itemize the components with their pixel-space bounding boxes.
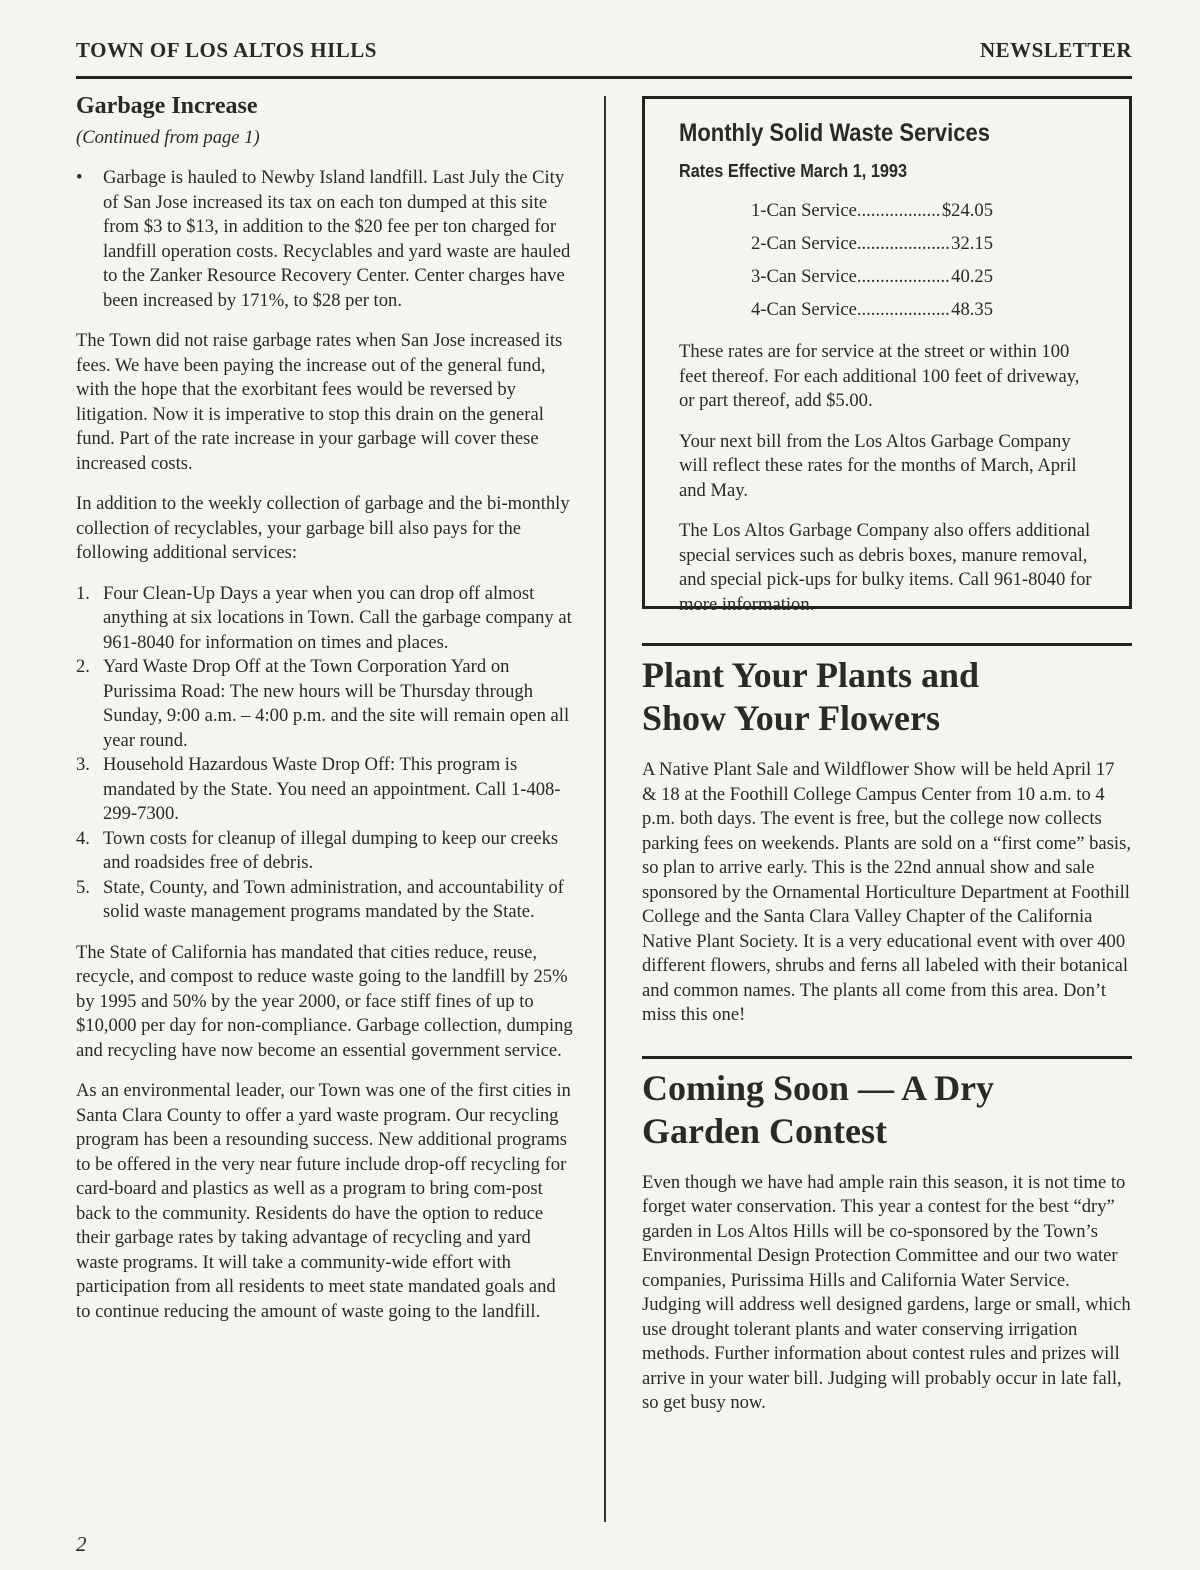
- list-item: [76, 876, 574, 925]
- rates-box-subtitle: Rates Effective March 1, 1993: [679, 160, 908, 181]
- rate-value: $24.05: [941, 200, 993, 221]
- item-text: State, County, and Town administration, and accountability of solid waste management programs mandated by the State.: [103, 876, 564, 922]
- rate-value: 32.15: [951, 233, 993, 254]
- rate-label: 2-Can Service: [751, 233, 857, 254]
- plants-title-line1: Plant Your Plants and: [642, 655, 980, 695]
- dry-garden-title-line1: Coming Soon — A Dry: [642, 1067, 995, 1108]
- rate-list: [679, 194, 1095, 326]
- rates-box-title: Monthly Solid Waste Services: [679, 119, 990, 147]
- continued-note: (Continued from page 1): [76, 127, 260, 148]
- header-town-name: TOWN OF LOS ALTOS HILLS: [76, 38, 377, 62]
- plants-body: A Native Plant Sale and Wildflower Show will be held April 17 & 18 at the Foothill College Campus Center from 10 a.m. to 4 p.m. both days. The event is free, but the college now collects parking fees on weekends. Plants are sold on a “first come” basis, so plan to arrive early. This is the 22nd annual show and sale sponsored by the Ornamental Horticulture Department at Foothill College and the Santa Clara Valley Chapter of the California Native Plant Society. It is a very educational event with over 400 different flowers, shrubs and ferns all labeled with their botanical and common names. The plants all come from this area. Don’t miss this one!: [642, 759, 1131, 1025]
- left-column: [76, 90, 574, 1340]
- rate-label: 1-Can Service: [751, 200, 857, 221]
- item-number: 5.: [76, 876, 90, 898]
- item-number: 2.: [76, 656, 90, 677]
- item-text: Yard Waste Drop Off at the Town Corporation Yard on Purissima Road: The new hours will be Thursday through Sunday, 9:00 a.m. – 4:00 p.m. and the site will remain open all year round.: [103, 656, 570, 751]
- dot-leader: [857, 227, 951, 260]
- garbage-increase-title: Garbage Increase: [76, 93, 258, 119]
- paragraph: As an environmental leader, our Town was one of the first cities in Santa Clara County to offer a yard waste program. Our recycling program has been a resounding success. New additional programs to be offered in the very near future include drop-off recycling for card-board and plastics as well as a program to bring com-post back to the community. Residents do have the option to reduce their garbage rates by taking advantage of recycling and yard waste programs. It will take a community-wide effort with participation from all residents to meet state mandated goals and to continue reducing the amount of waste going to the landfill.: [76, 1080, 571, 1322]
- dot-leader: [857, 293, 951, 326]
- section-rule: [642, 1056, 1132, 1059]
- paragraph: These rates are for service at the street or within 100 feet thereof. For each additional 100 feet of driveway, or part thereof, add $5.00.: [679, 341, 1080, 411]
- list-item: [76, 655, 574, 753]
- section-rule: [642, 643, 1132, 646]
- rate-row: [751, 260, 993, 293]
- rate-value: 40.25: [951, 266, 993, 287]
- dry-garden-body: Even though we have had ample rain this season, it is not time to forget water conservation. This year a contest for the best “dry” garden in Los Altos Hills will be co-sponsored by the Town’s Environmental Design Protection Committee and our two water companies, Purissima Hills and California Water Service. Judging will address well designed gardens, large or small, which use drought tolerant plants and water conserving irrigation methods. Further information about contest rules and prizes will arrive in your water bill. Judging will probably occur in late fall, so get busy now.: [642, 1171, 1131, 1413]
- rate-label: 3-Can Service: [751, 266, 857, 287]
- plants-title: [642, 654, 1132, 740]
- rates-box: [642, 96, 1132, 615]
- paragraph: Your next bill from the Los Altos Garbage Company will reflect these rates for the months of March, April and May.: [679, 430, 1077, 501]
- rate-row: [751, 293, 993, 326]
- page-header: [76, 36, 1132, 79]
- item-number: 4.: [76, 827, 90, 849]
- rate-value: 48.35: [951, 299, 993, 320]
- paragraph: In addition to the weekly collection of garbage and the bi-monthly collection of recyclables, your garbage bill also pays for the following additional services:: [76, 493, 570, 563]
- item-number: 3.: [76, 754, 90, 775]
- rate-row: [751, 227, 993, 260]
- rate-label: 4-Can Service: [751, 299, 857, 320]
- right-column: [642, 96, 1132, 1416]
- paragraph: The Town did not raise garbage rates when San Jose increased its fees. We have been paying the increase out of the general fund, with the hope that the exorbitant fees would be reversed by litigation. Now it is imperative to stop this drain on the general fund. Part of the rate increase in your garbage will cover these increased costs.: [76, 330, 563, 474]
- item-text: Town costs for cleanup of illegal dumping to keep our creeks and roadsides free of debris.: [103, 827, 559, 873]
- header-newsletter: NEWSLETTER: [979, 38, 1132, 62]
- rate-row: [751, 194, 993, 227]
- services-list: [76, 582, 574, 925]
- page-number: 2: [76, 1532, 87, 1556]
- dry-garden-title-line2: Garden Contest: [642, 1110, 887, 1151]
- list-item: [76, 582, 574, 656]
- column-divider: [604, 96, 606, 1522]
- dot-leader: [857, 194, 942, 227]
- list-item: [76, 827, 574, 876]
- item-text: Four Clean-Up Days a year when you can drop off almost anything at six locations in Town. Call the garbage company at 961-8040 for information on times and places.: [103, 582, 572, 653]
- item-number: 1.: [76, 582, 90, 604]
- dry-garden-title: [642, 1067, 1132, 1153]
- list-item: [76, 166, 574, 313]
- paragraph: The State of California has mandated that cities reduce, reuse, recycle, and compost to reduce waste going to the landfill by 25% by 1995 and 50% by the year 2000, or face stiff fines of up to $10,000 per day for non-compliance. Garbage collection, dumping and recycling have now become an essential government service.: [76, 941, 573, 1061]
- list-item: [76, 753, 574, 827]
- plants-title-line2: Show Your Flowers: [642, 698, 941, 738]
- item-text: Household Hazardous Waste Drop Off: This program is mandated by the State. You need an appointment. Call 1-408-299-7300.: [103, 754, 561, 824]
- bullet-text: Garbage is hauled to Newby Island landfill. Last July the City of San Jose increased its tax on each ton dumped at this site from $3 to $13, in addition to the $20 fee per ton charged for landfill operation costs. Recyclables and yard waste are hauled to the Zanker Resource Recovery Center. Center charges have been increased by 171%, to $28 per ton.: [103, 167, 571, 311]
- dot-leader: [857, 260, 951, 293]
- bullet-icon: •: [76, 167, 83, 188]
- bullet-list: [76, 166, 574, 313]
- paragraph: The Los Altos Garbage Company also offers additional special services such as debris boxes, manure removal, and special pick-ups for bulky items. Call 961-8040 for more information.: [679, 520, 1092, 615]
